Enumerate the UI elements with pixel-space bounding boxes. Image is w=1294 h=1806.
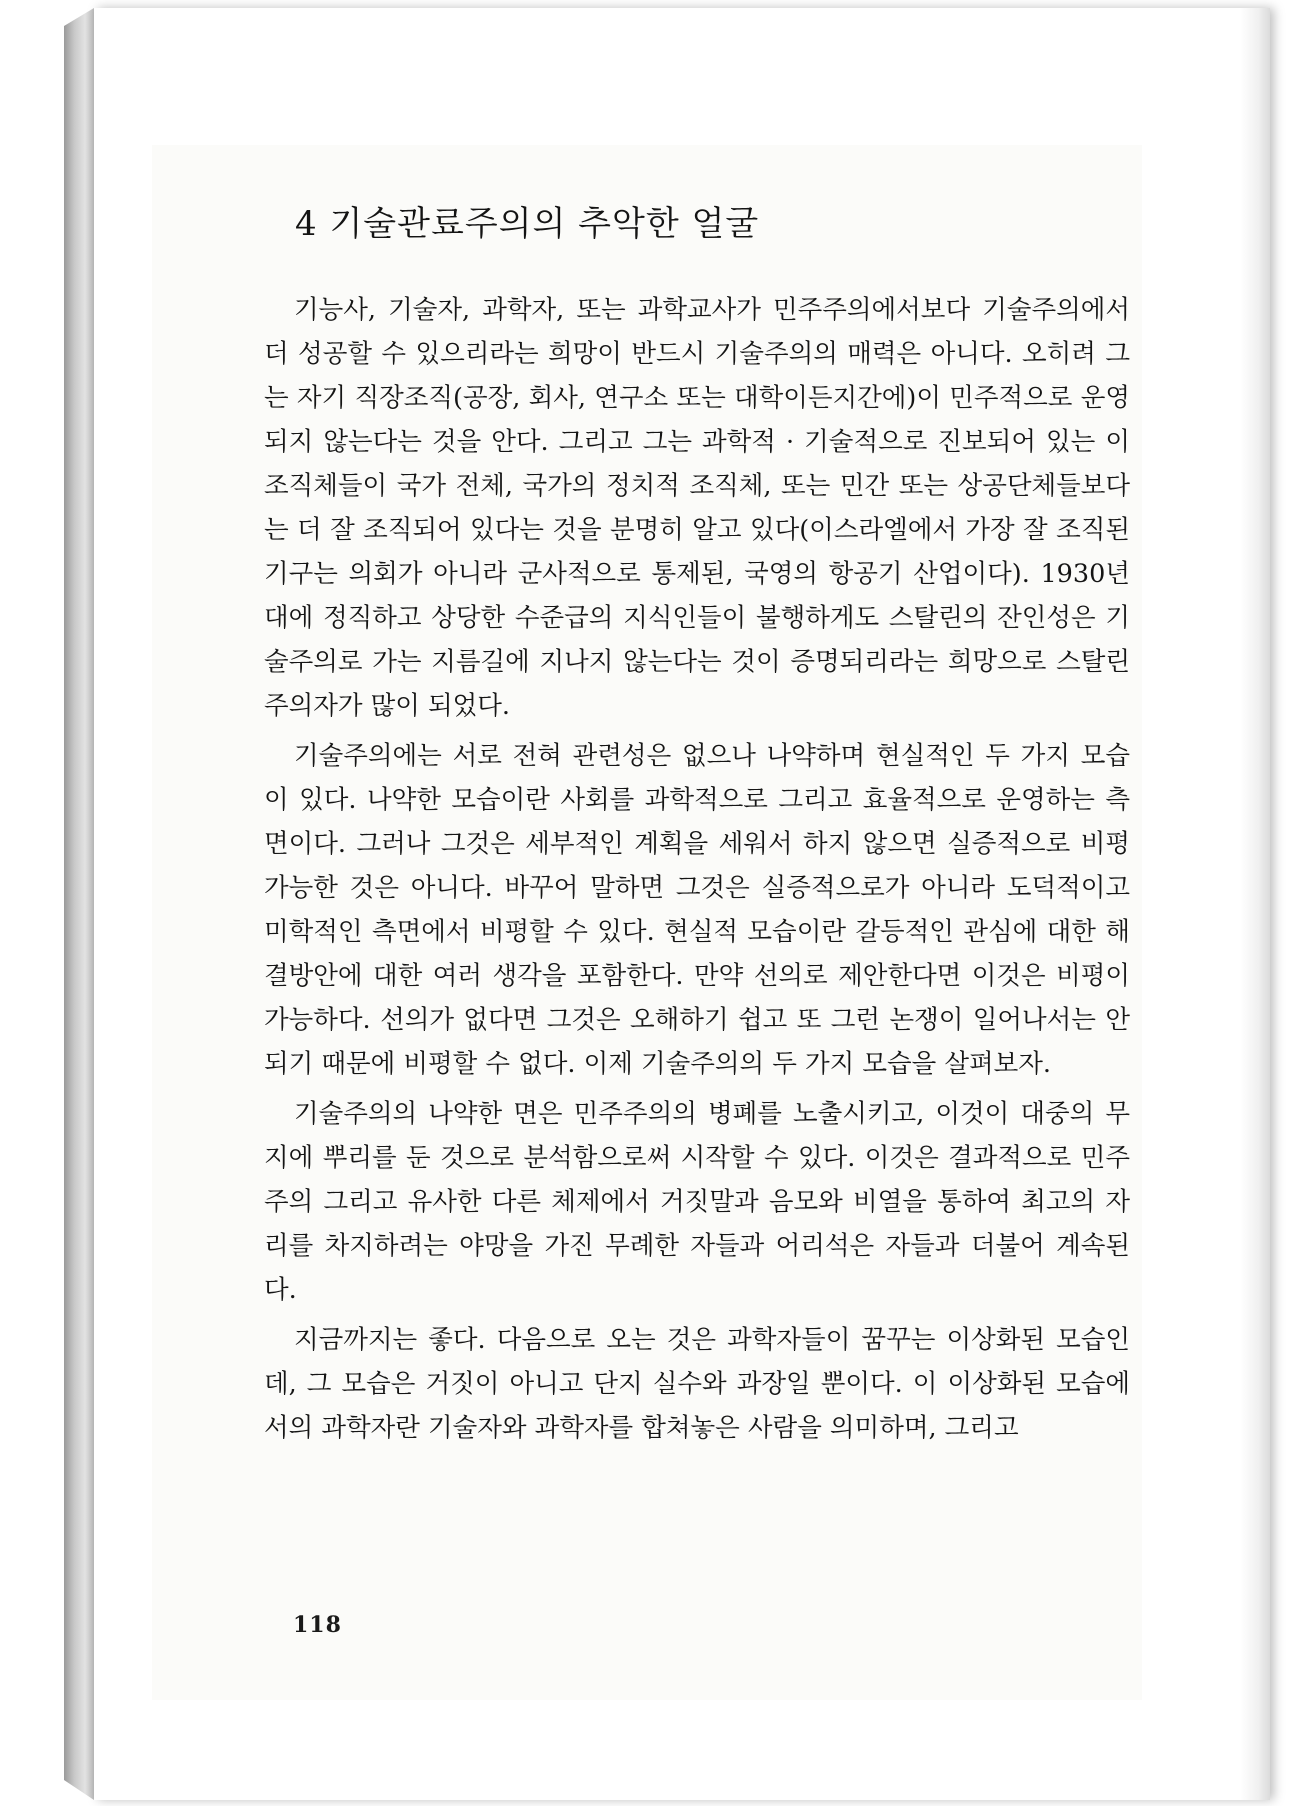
page-number: 118 <box>293 1612 342 1638</box>
body-text <box>264 288 1130 1456</box>
paragraph-3: 기술주의의 나약한 면은 민주주의의 병폐를 노출시키고, 이것이 대중의 무지에 뿌리를 둔 것으로 분석함으로써 시작할 수 있다. 이것은 결과적으로 민주주의 그리고 유사한 다른 체제에서 거짓말과 음모와 비열을 통하여 최고의 자리를 차지하려는 야망을 가진 무례한 자들과 어리석은 자들과 더불어 계속된다. <box>264 1099 1130 1305</box>
page-stack-edge <box>64 8 94 1800</box>
paragraph-1: 기능사, 기술자, 과학자, 또는 과학교사가 민주주의에서보다 기술주의에서 더 성공할 수 있으리라는 희망이 반드시 기술주의의 매력은 아니다. 오히려 그는 자기 직장조직(공장, 회사, 연구소 또는 대학이든지간에)이 민주적으로 운영되지 않는다는 것을 안다. 그리고 그는 과학적 · 기술적으로 진보되어 있는 이 조직체들이 국가 전체, 국가의 정치적 조직체, 또는 민간 또는 상공단체들보다는 더 잘 조직되어 있다는 것을 분명히 알고 있다(이스라엘에서 가장 잘 조직된 기구는 의회가 아니라 군사적으로 통제된, 국영의 항공기 산업이다). 1930년대에 정직하고 상당한 수준급의 지식인들이 불행하게도 스탈린의 잔인성은 기술주의로 가는 지름길에 지나지 않는다는 것이 증명되리라는 희망으로 스탈린주의자가 많이 되었다. <box>264 295 1130 721</box>
section-heading: 4 기술관료주의의 추악한 얼굴 <box>295 204 760 244</box>
paragraph-2: 기술주의에는 서로 전혀 관련성은 없으나 나약하며 현실적인 두 가지 모습이 있다. 나약한 모습이란 사회를 과학적으로 그리고 효율적으로 운영하는 측면이다. 그러나 그것은 세부적인 계획을 세워서 하지 않으면 실증적으로 비평 가능한 것은 아니다. 바꾸어 말하면 그것은 실증적으로가 아니라 도덕적이고 미학적인 측면에서 비평할 수 있다. 현실적 모습이란 갈등적인 관심에 대한 해결방안에 대한 여러 생각을 포함한다. 만약 선의로 제안한다면 이것은 비평이 가능하다. 선의가 없다면 그것은 오해하기 쉽고 또 그런 논쟁이 일어나서는 안 되기 때문에 비평할 수 없다. 이제 기술주의의 두 가지 모습을 살펴보자. <box>264 741 1130 1079</box>
page-shadow <box>1240 8 1270 1800</box>
paragraph-4: 지금까지는 좋다. 다음으로 오는 것은 과학자들이 꿈꾸는 이상화된 모습인데, 그 모습은 거짓이 아니고 단지 실수와 과장일 뿐이다. 이 이상화된 모습에서의 과학자란 기술자와 과학자를 합쳐놓은 사람을 의미하며, 그리고 <box>264 1325 1130 1443</box>
